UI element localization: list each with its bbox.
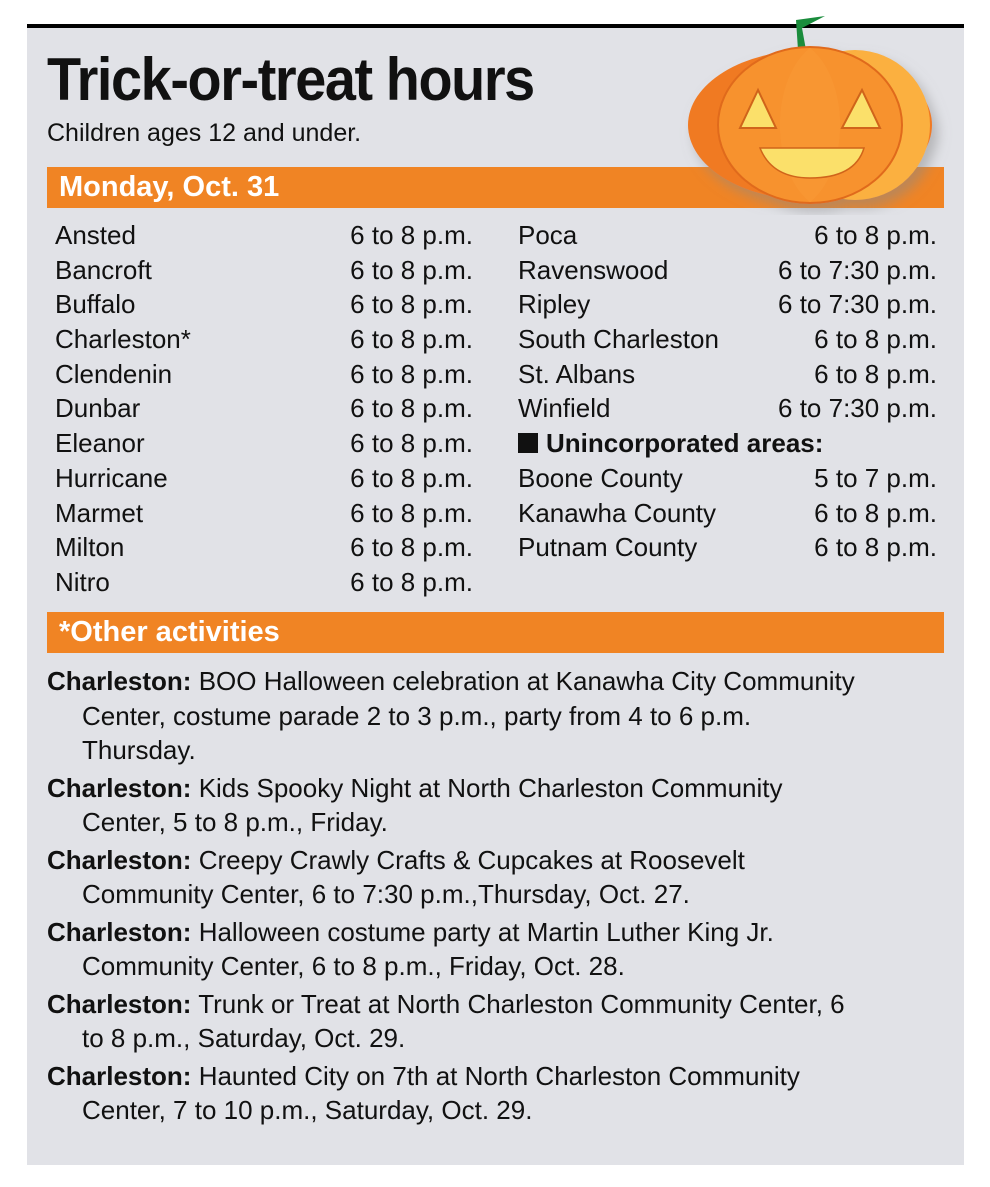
hours: 6 to 7:30 p.m. xyxy=(778,289,937,320)
hours: 6 to 8 p.m. xyxy=(350,462,473,493)
activity-item xyxy=(47,915,947,984)
schedule-row xyxy=(518,391,937,426)
schedule-row xyxy=(55,322,473,357)
hours: 6 to 8 p.m. xyxy=(814,324,937,355)
town-name: Kanawha County xyxy=(518,497,717,528)
activity-line xyxy=(47,664,947,699)
activity-text: Creepy Crawly Crafts & Cupcakes at Roosevelt xyxy=(191,844,745,875)
town-name: Bancroft xyxy=(55,254,152,285)
unincorporated-header xyxy=(518,426,937,461)
hours: 6 to 8 p.m. xyxy=(814,497,937,528)
hours: 5 to 7 p.m. xyxy=(814,462,937,493)
activity-line xyxy=(47,949,947,984)
activity-item xyxy=(47,1059,947,1128)
town-name: Poca xyxy=(518,220,578,250)
town-name: Winfield xyxy=(518,393,611,424)
schedule-row xyxy=(518,218,937,253)
activity-location: Charleston: xyxy=(47,1060,192,1091)
activity-text: Trunk or Treat at North Charleston Community Center, 6 xyxy=(191,988,845,1019)
pumpkin-icon xyxy=(660,10,960,215)
activity-text: Community Center, 6 to 8 p.m., Friday, Oct. 28. xyxy=(82,951,625,981)
activities-list xyxy=(47,664,947,1131)
activity-location: Charleston: xyxy=(47,988,192,1019)
town-name: Nitro xyxy=(55,566,110,597)
square-bullet-icon xyxy=(518,433,538,453)
schedule-row xyxy=(55,530,473,565)
activity-text: Halloween costume party at Martin Luther King Jr. xyxy=(191,916,774,947)
hours: 6 to 8 p.m. xyxy=(350,358,473,389)
schedule-row xyxy=(55,565,473,600)
town-name: Ansted xyxy=(55,220,136,250)
activity-line xyxy=(47,1059,947,1094)
schedule-row xyxy=(55,253,473,288)
activity-line xyxy=(47,699,947,734)
hours: 6 to 8 p.m. xyxy=(350,532,473,563)
town-name: Dunbar xyxy=(55,393,141,424)
activity-text: Haunted City on 7th at North Charleston Community xyxy=(191,1060,800,1091)
hours: 6 to 8 p.m. xyxy=(350,254,473,285)
hours: 6 to 8 p.m. xyxy=(350,393,473,424)
schedule-row xyxy=(55,357,473,392)
schedule-row xyxy=(55,461,473,496)
town-name: Ripley xyxy=(518,289,591,320)
town-name: Charleston* xyxy=(55,324,191,355)
activity-item xyxy=(47,843,947,912)
hours: 6 to 8 p.m. xyxy=(814,220,937,250)
activity-item xyxy=(47,664,947,768)
schedule-row xyxy=(55,218,473,253)
schedule-row xyxy=(518,496,937,531)
town-name: Hurricane xyxy=(55,462,168,493)
town-name: Ravenswood xyxy=(518,254,669,285)
town-name: Milton xyxy=(55,532,125,563)
activity-text: Thursday. xyxy=(82,735,196,765)
town-name: Boone County xyxy=(518,462,683,493)
town-name: Eleanor xyxy=(55,428,145,459)
activity-location: Charleston: xyxy=(47,916,192,947)
activity-item xyxy=(47,987,947,1056)
schedule-row xyxy=(55,426,473,461)
town-name: Clendenin xyxy=(55,358,173,389)
activity-line xyxy=(47,1021,947,1056)
hours: 6 to 8 p.m. xyxy=(350,324,473,355)
activity-line xyxy=(47,805,947,840)
town-name: South Charleston xyxy=(518,324,719,355)
activity-line xyxy=(47,771,947,806)
schedule-row xyxy=(518,461,937,496)
activity-text: to 8 p.m., Saturday, Oct. 29. xyxy=(82,1023,406,1053)
subtitle: Children ages 12 and under. xyxy=(47,119,362,147)
hours: 6 to 8 p.m. xyxy=(350,428,473,459)
activity-line xyxy=(47,1093,947,1128)
hours: 6 to 8 p.m. xyxy=(814,358,937,389)
schedule-row xyxy=(55,391,473,426)
activity-line xyxy=(47,733,947,768)
hours: 6 to 8 p.m. xyxy=(814,532,937,563)
activity-line xyxy=(47,987,947,1022)
activity-text: Community Center, 6 to 7:30 p.m.,Thursday, Oct. 27. xyxy=(82,879,690,909)
activity-text: Center, costume parade 2 to 3 p.m., party from 4 to 6 p.m. xyxy=(82,700,752,731)
schedule-row xyxy=(518,322,937,357)
activity-line xyxy=(47,843,947,878)
unincorporated-label: Unincorporated areas: xyxy=(546,428,824,459)
schedule-row xyxy=(55,496,473,531)
schedule-row xyxy=(518,253,937,288)
activity-text: Center, 7 to 10 p.m., Saturday, Oct. 29. xyxy=(82,1095,533,1125)
town-name: St. Albans xyxy=(518,358,636,389)
activity-text: BOO Halloween celebration at Kanawha City Community xyxy=(191,666,855,696)
activity-location: Charleston: xyxy=(47,772,192,803)
hours: 6 to 8 p.m. xyxy=(350,566,473,597)
town-name: Putnam County xyxy=(518,532,698,563)
schedule-row xyxy=(55,287,473,322)
hours: 6 to 8 p.m. xyxy=(350,497,473,528)
right-column xyxy=(518,218,937,565)
town-name: Buffalo xyxy=(55,289,136,320)
activity-location: Charleston: xyxy=(47,666,192,696)
hours: 6 to 7:30 p.m. xyxy=(778,254,937,285)
schedule-row xyxy=(518,287,937,322)
schedule-row xyxy=(518,530,937,565)
hours: 6 to 7:30 p.m. xyxy=(778,393,937,424)
activity-line xyxy=(47,877,947,912)
activity-text: Center, 5 to 8 p.m., Friday. xyxy=(82,807,388,837)
hours: 6 to 8 p.m. xyxy=(350,220,473,250)
left-column xyxy=(55,218,473,600)
activity-line xyxy=(47,915,947,950)
schedule-row xyxy=(518,357,937,392)
activities-header: *Other activities xyxy=(47,612,944,653)
town-name: Marmet xyxy=(55,497,144,528)
activity-item xyxy=(47,771,947,840)
hours: 6 to 8 p.m. xyxy=(350,289,473,320)
date-header: Monday, Oct. 31 xyxy=(47,167,944,208)
page-title: Trick-or-treat hours xyxy=(47,46,534,113)
activity-location: Charleston: xyxy=(47,844,192,875)
activity-text: Kids Spooky Night at North Charleston Community xyxy=(191,772,783,803)
